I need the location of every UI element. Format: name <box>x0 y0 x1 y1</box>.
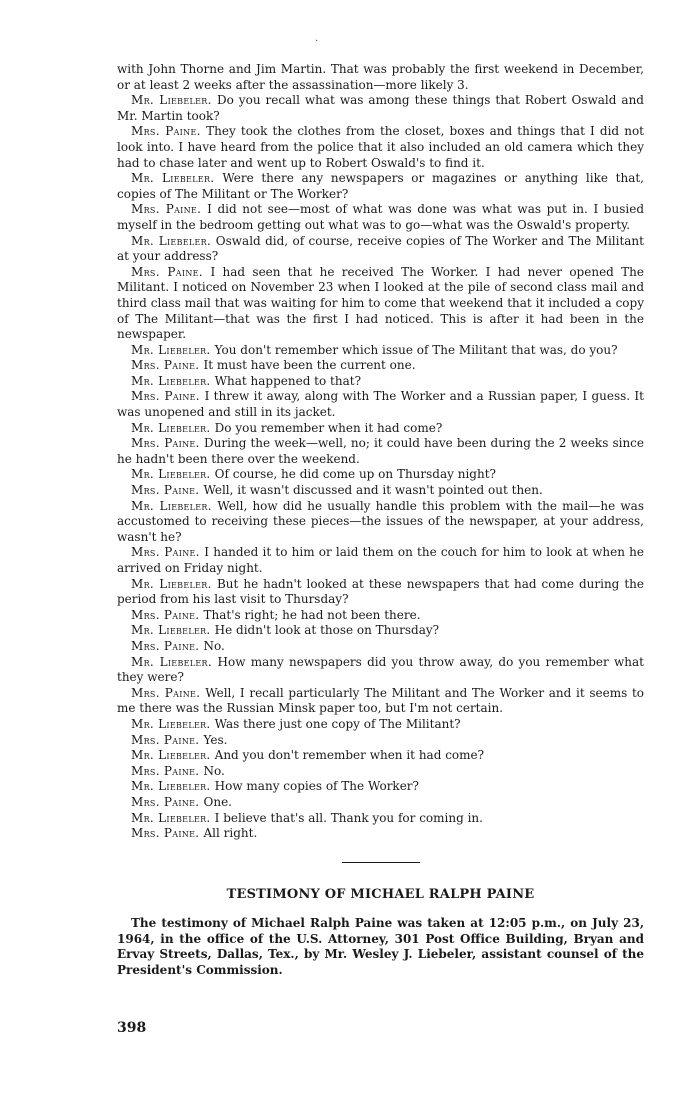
speaker-label: Mrs. Paine. <box>131 763 200 778</box>
testimony-paragraph <box>117 764 644 780</box>
speech-text: I had seen that he received The Worker. I had never opened The Militant. I noticed on November 23 when I looked at the pile of second class mail and third class mail that was waiting for him to come that weekend that it included a copy of The Militant—that was the first I had noticed. This is after it had been in the newspaper. <box>117 264 644 342</box>
speech-text: You don't remember which issue of The Militant that was, do you? <box>214 342 618 357</box>
testimony-paragraph <box>117 389 644 420</box>
speech-text: Were there any newspapers or magazines or anything like that, copies of The Militant or The Worker? <box>117 171 644 201</box>
speech-text: No. <box>203 763 225 778</box>
testimony-paragraph <box>117 62 644 93</box>
testimony-paragraph <box>117 733 644 749</box>
page-number: 398 <box>117 1020 147 1036</box>
speech-text: How many newspapers did you throw away, do you remember what they were? <box>117 654 644 685</box>
speaker-label: Mr. Liebeler. <box>131 342 211 357</box>
testimony-paragraph <box>117 358 644 374</box>
speech-text: Well, it wasn't discussed and it wasn't pointed out then. <box>203 483 543 498</box>
speaker-label: Mrs. Paine. <box>131 389 200 404</box>
speaker-label: Mr. Liebeler. <box>131 654 212 669</box>
testimony-paragraph <box>117 623 644 639</box>
speaker-label: Mrs. Paine. <box>131 358 200 373</box>
speaker-label: Mr. Liebeler. <box>131 467 211 482</box>
speaker-label: Mrs. Paine. <box>131 202 202 217</box>
testimony-exchange <box>117 62 644 842</box>
testimony-paragraph <box>117 202 644 233</box>
testimony-paragraph <box>117 421 644 437</box>
speech-text: Of course, he did come up on Thursday night? <box>214 467 496 482</box>
speech-text: How many copies of The Worker? <box>214 779 419 794</box>
speaker-label: Mrs. Paine. <box>131 732 200 747</box>
speech-text: One. <box>203 794 232 809</box>
speech-text: And you don't remember when it had come? <box>214 748 485 763</box>
testimony-paragraph <box>117 748 644 764</box>
testimony-paragraph <box>117 655 644 686</box>
testimony-paragraph <box>117 717 644 733</box>
speech-text: with John Thorne and Jim Martin. That was probably the first weekend in December, or at least 2 weeks after the assassination—more likely 3. <box>117 62 644 92</box>
testimony-paragraph <box>117 265 644 343</box>
speaker-label: Mrs. Paine. <box>131 685 201 700</box>
testimony-paragraph <box>117 608 644 624</box>
speech-text: Well, how did he usually handle this problem with the mail—he was accustomed to receiving these pieces—the issues of the newspaper, at your address, wasn't he? <box>117 498 644 544</box>
speech-text: I threw it away, along with The Worker and a Russian paper, I guess. It was unopened and still in its jacket. <box>117 389 644 420</box>
speaker-label: Mr. Liebeler. <box>131 420 211 435</box>
speech-text: Do you recall what was among these things that Robert Oswald and Mr. Martin took? <box>117 93 644 123</box>
testimony-paragraph <box>117 577 644 608</box>
speaker-label: Mr. Liebeler. <box>131 810 211 825</box>
speaker-label: Mrs. Paine. <box>131 124 201 139</box>
document-body <box>117 62 644 979</box>
speech-text: Was there just one copy of The Militant? <box>214 716 461 731</box>
speech-text: Yes. <box>203 732 228 747</box>
speaker-label: Mrs. Paine. <box>131 826 200 841</box>
testimony-paragraph <box>117 811 644 827</box>
speaker-label: Mr. Liebeler. <box>131 576 212 591</box>
speaker-label: Mrs. Paine. <box>131 483 200 498</box>
section-heading: TESTIMONY OF MICHAEL RALPH PAINE <box>226 886 535 902</box>
speaker-label: Mrs. Paine. <box>131 607 200 622</box>
testimony-paragraph <box>117 436 644 467</box>
scan-speck: · <box>315 36 319 47</box>
speech-text: Oswald did, of course, receive copies of The Worker and The Militant at your address? <box>117 233 644 264</box>
speech-text: What happened to that? <box>214 373 362 388</box>
speech-text: They took the clothes from the closet, boxes and things that I did not look into. I have heard from the police that it also included an old camera which they had to chase later and went up to Robert Oswald's to find it. <box>117 124 644 170</box>
speech-text: During the week—well, no; it could have been during the 2 weeks since he hadn't been there over the weekend. <box>117 436 644 466</box>
testimony-paragraph <box>117 124 644 171</box>
testimony-paragraph <box>117 93 644 124</box>
speech-text: That's right; he had not been there. <box>203 607 421 622</box>
speech-text: I did not see—most of what was done was what was put in. I busied myself in the bedroom getting out what was to go—what was the Oswald's property. <box>117 202 644 232</box>
testimony-paragraph <box>117 343 644 359</box>
speaker-label: Mr. Liebeler. <box>131 748 211 763</box>
speech-text: Do you remember when it had come? <box>214 420 443 435</box>
section-intro: The testimony of Michael Ralph Paine was taken at 12:05 p.m., on July 23, 1964, in the office of the U.S. Attorney, 301 Post Office Building, Bryan and Ervay Streets, Dallas, Tex., by Mr. Wesley J. Liebeler, assistant counsel of the President's Commission. <box>117 916 644 978</box>
testimony-paragraph <box>117 234 644 265</box>
speech-text: He didn't look at those on Thursday? <box>214 623 440 638</box>
speaker-label: Mrs. Paine. <box>131 638 200 653</box>
speaker-label: Mr. Liebeler. <box>131 779 211 794</box>
testimony-paragraph <box>117 467 644 483</box>
speaker-label: Mr. Liebeler. <box>131 373 211 388</box>
speech-text: All right. <box>203 826 258 841</box>
section-divider <box>342 862 420 863</box>
testimony-paragraph <box>117 686 644 717</box>
speech-text: It must have been the current one. <box>203 358 416 373</box>
speech-text: I handed it to him or laid them on the couch for him to look at when he arrived on Friday night. <box>117 545 645 575</box>
testimony-paragraph <box>117 795 644 811</box>
speaker-label: Mr. Liebeler. <box>131 171 215 186</box>
testimony-paragraph <box>117 483 644 499</box>
testimony-paragraph <box>117 826 644 842</box>
speaker-label: Mr. Liebeler. <box>131 716 211 731</box>
speech-text: Well, I recall particularly The Militant and The Worker and it seems to me there was the Russian Minsk paper too, but I'm not certain. <box>117 685 644 716</box>
speech-text: No. <box>203 638 225 653</box>
testimony-paragraph <box>117 374 644 390</box>
speech-text: But he hadn't looked at these newspapers that had come during the period from his last visit to Thursday? <box>117 576 644 607</box>
speaker-label: Mr. Liebeler. <box>131 623 211 638</box>
speaker-label: Mrs. Paine. <box>131 794 200 809</box>
speaker-label: Mr. Liebeler. <box>131 93 212 108</box>
testimony-paragraph <box>117 779 644 795</box>
testimony-paragraph <box>117 545 644 576</box>
speaker-label: Mrs. Paine. <box>131 545 200 560</box>
testimony-paragraph <box>117 499 644 546</box>
testimony-paragraph <box>117 639 644 655</box>
speaker-label: Mr. Liebeler. <box>131 498 212 513</box>
testimony-paragraph <box>117 171 644 202</box>
speaker-label: Mrs. Paine. <box>131 436 200 451</box>
speaker-label: Mr. Liebeler. <box>131 233 212 248</box>
speaker-label: Mrs. Paine. <box>131 264 203 279</box>
speech-text: I believe that's all. Thank you for coming in. <box>214 810 483 825</box>
